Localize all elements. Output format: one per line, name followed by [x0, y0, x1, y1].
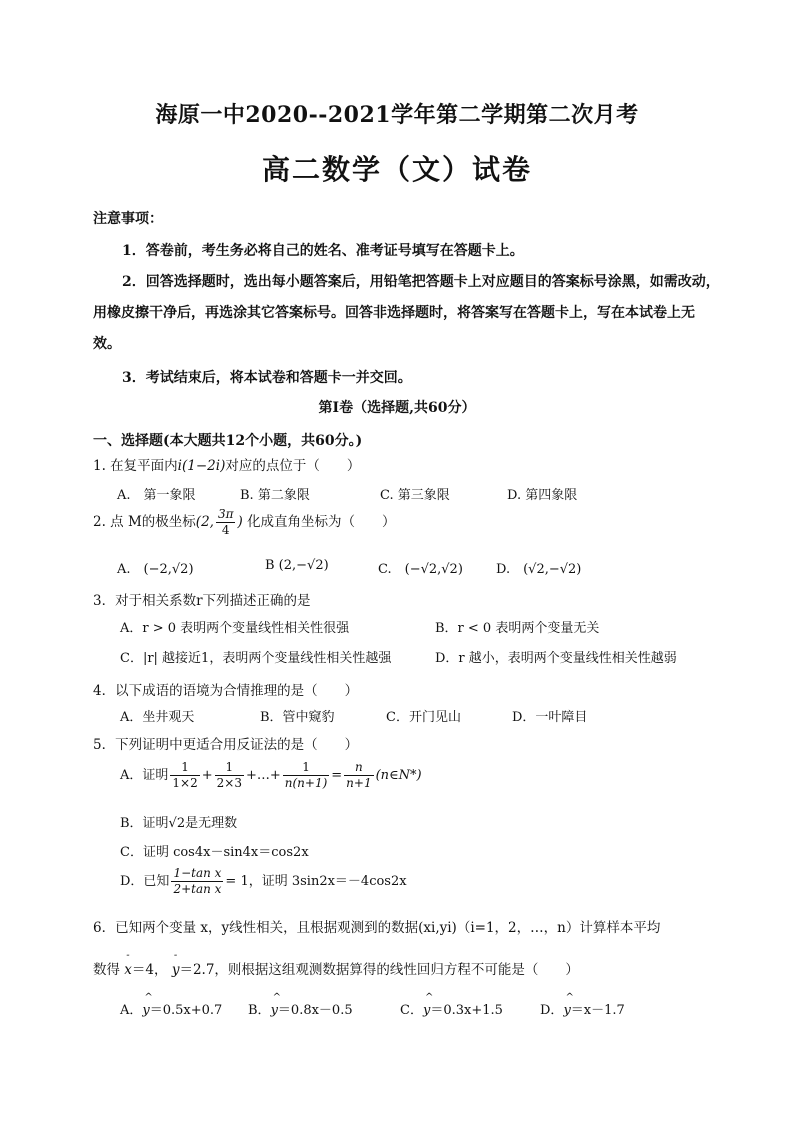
q6-line2-prefix: 数得 [93, 962, 120, 978]
question-5-stem: 5．下列证明中更适合用反证法的是（ ） [93, 737, 359, 753]
q4-option-d: D．一叶障目 [512, 710, 588, 725]
q5-d-fraction: $\frac{\text{1−tan x}}{\text{2+tan x}}$ [173, 866, 222, 896]
question-3-stem: 3．对于相关系数r下列描述正确的是 [93, 593, 311, 609]
note-2-line-3: 效。 [93, 336, 121, 352]
q5-a-frac-3: $\frac{1}{n(n+1)}$ [284, 760, 328, 790]
q1-option-c: C. 第三象限 [380, 488, 450, 503]
q6-a-label: A． [120, 1003, 143, 1018]
q1-option-d: D. 第四象限 [507, 488, 578, 503]
q6-option-d [540, 999, 625, 1018]
q5-option-d [120, 866, 407, 897]
q5-a-prefix: A．证明 [120, 768, 169, 783]
q6-option-b [248, 999, 353, 1018]
q3-option-d: D．r 越小，表明两个变量线性相关性越弱 [435, 651, 677, 666]
q3-option-a: A．r > 0 表明两个变量线性相关性很强 [120, 621, 350, 636]
q1-option-b: B. 第二象限 [240, 488, 310, 503]
q2-polar-close: ) [237, 514, 243, 530]
q6-b-yhat: ^ y [271, 1003, 278, 1018]
q4-option-b: B．管中窥豹 [260, 710, 335, 725]
q1-option-a: A. 第一象限 [117, 488, 196, 503]
section-heading: 一、选择题(本大题共12个小题，共60分。) [93, 433, 363, 449]
q6-b-equation: ＝0.8x－0.5 [277, 1003, 353, 1018]
q1-post: 对应的点位于（ ） [225, 458, 361, 474]
q2-option-c: C. (−√2,√2) [378, 562, 463, 577]
q6-c-equation: ＝0.3x+1.5 [430, 1003, 503, 1018]
question-4-stem: 4．以下成语的语境为合情推理的是（ ） [93, 683, 359, 699]
school-title: 海原一中2020--2021学年第二学期第二次月考 [155, 102, 639, 128]
question-1-stem [93, 454, 360, 474]
q6-a-yhat: ^ y [142, 1003, 149, 1018]
q2-pre: 2. 点 M的极坐标 [93, 514, 196, 530]
q2-option-b: B (2,−√2) [265, 558, 329, 573]
q5-a-equals: = [331, 768, 343, 783]
question-2-stem [93, 507, 396, 538]
question-6-line-1: 6．已知两个变量 x，y线性相关，且根据观测到的数据(xi,yi)（i=1，2，…，n）计算样本平均 [93, 920, 661, 936]
q2-angle-fraction: $\frac{3\pi}{4}$ [217, 507, 234, 537]
q5-d-post: = 1，证明 3sin2x＝－4cos2x [225, 874, 407, 889]
q6-x-value: ＝4， [131, 962, 168, 978]
question-6-line-2 [93, 958, 579, 978]
note-1: 1．答卷前，考生务必将自己的姓名、准考证号填写在答题卡上。 [122, 243, 524, 259]
note-3: 3．考试结束后，将本试卷和答题卡一并交回。 [122, 370, 412, 386]
q5-a-dots: +…+ [245, 768, 281, 783]
q6-b-label: B． [248, 1003, 271, 1018]
q5-option-c: C．证明 cos4x－sin4x＝cos2x [120, 845, 309, 860]
q5-a-frac-1: $\frac{1}{1\times 2}$ [172, 760, 198, 790]
q4-option-a: A．坐井观天 [120, 710, 195, 725]
q5-d-prefix: D．已知 [120, 874, 170, 889]
q6-c-yhat: ^ y [423, 1003, 430, 1018]
q3-option-b: B．r < 0 表明两个变量无关 [435, 621, 600, 636]
q5-a-condition: (n∈N*) [375, 768, 422, 783]
q6-a-equation: ＝0.5x+0.7 [149, 1003, 223, 1018]
part1-heading: 第Ⅰ卷（选择题,共60分） [318, 400, 476, 416]
q5-a-plus: + [201, 768, 213, 783]
q5-option-b: B．证明√2是无理数 [120, 816, 238, 831]
q2-option-a: A. (−2,√2) [117, 562, 194, 577]
q6-d-equation: ＝x－1.7 [570, 1003, 625, 1018]
q1-expression: i(1−2i) [177, 458, 226, 474]
q6-d-yhat: ^ y [563, 1003, 570, 1018]
q4-option-c: C．开门见山 [386, 710, 461, 725]
q5-a-frac-4: $\frac{n}{n+1}$ [346, 760, 372, 790]
q1-pre: 1. 在复平面内 [93, 458, 178, 474]
notes-heading: 注意事项： [93, 211, 163, 227]
q2-post: 化成直角坐标为（ ） [247, 514, 396, 530]
q6-d-label: D． [540, 1003, 564, 1018]
q6-option-a [120, 999, 222, 1018]
q6-c-label: C． [400, 1003, 423, 1018]
q2-polar-open: (2, [195, 514, 214, 530]
q6-y-bar: - y [172, 962, 180, 978]
exam-title: 高二数学（文）试卷 [261, 153, 532, 186]
q5-a-frac-2: $\frac{1}{2\times 3}$ [216, 760, 242, 790]
note-2-line-1: 2．回答选择题时，选出每小题答案后，用铅笔把答题卡上对应题目的答案标号涂黑，如需改动， [122, 274, 720, 290]
note-2-line-2: 用橡皮擦干净后，再选涂其它答案标号。回答非选择题时，将答案写在答题卡上，写在本试卷上无 [93, 305, 695, 321]
q6-y-value: ＝2.7，则根据这组观测数据算得的线性回归方程不可能是（ ） [179, 962, 579, 978]
q6-x-bar: - x [124, 962, 132, 978]
q2-option-d: D. (√2,−√2) [496, 562, 582, 577]
q3-option-c: C．|r| 越接近1，表明两个变量线性相关性越强 [120, 651, 392, 666]
q5-option-a [120, 760, 422, 791]
q6-option-c [400, 999, 503, 1018]
